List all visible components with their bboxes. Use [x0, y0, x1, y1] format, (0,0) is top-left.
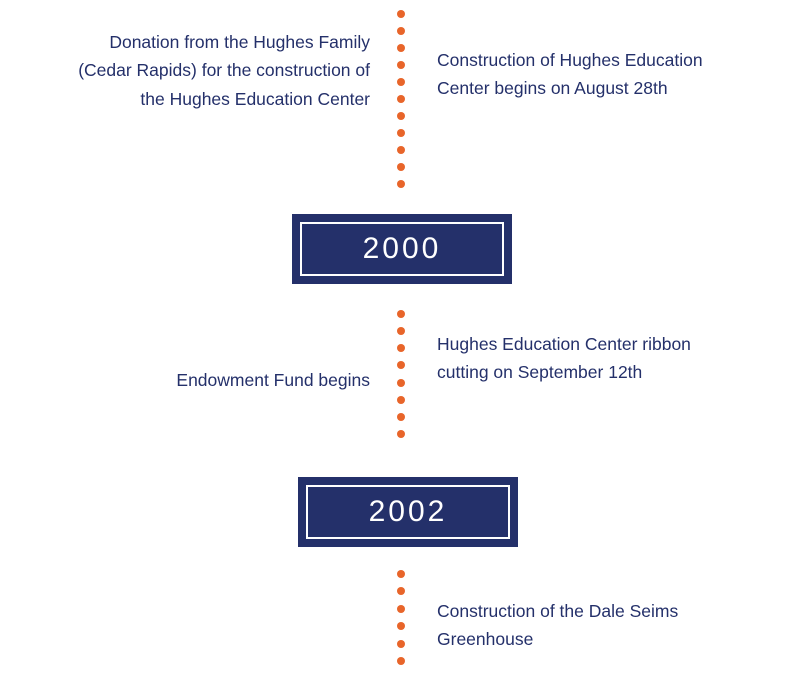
- year-marker-inner-border: [306, 485, 510, 539]
- timeline-entry-construction-begins: Construction of Hughes Education Center begins on August 28th: [437, 50, 703, 99]
- timeline-dot: [397, 379, 405, 387]
- timeline-dot: [397, 146, 405, 154]
- timeline-dot: [397, 430, 405, 438]
- timeline-dot: [397, 95, 405, 103]
- timeline-dot: [397, 61, 405, 69]
- timeline-entry-ribbon-cutting: Hughes Education Center ribbon cutting on September 12th: [437, 334, 691, 383]
- timeline-dot: [397, 327, 405, 335]
- timeline-entry-dale-seims-greenhouse: Construction of the Dale Seims Greenhouse: [437, 601, 679, 650]
- timeline-dot: [397, 605, 405, 613]
- timeline-dot: [397, 361, 405, 369]
- timeline-entry-endowment-fund: Endowment Fund begins: [176, 370, 370, 390]
- timeline-dot: [397, 129, 405, 137]
- year-marker-inner-border: [300, 222, 504, 276]
- timeline-dot: [397, 112, 405, 120]
- timeline-dot: [397, 180, 405, 188]
- timeline-dot: [397, 44, 405, 52]
- timeline-year-marker-2000: [292, 214, 512, 284]
- timeline-dot: [397, 587, 405, 595]
- timeline-dot: [397, 622, 405, 630]
- timeline-year-marker-2002: [298, 477, 518, 547]
- year-label: 2002: [368, 495, 448, 528]
- timeline-dot: [397, 10, 405, 18]
- timeline-dot: [397, 570, 405, 578]
- timeline-dot: [397, 344, 405, 352]
- timeline-dot: [397, 27, 405, 35]
- timeline-dot: [397, 640, 405, 648]
- timeline-entry-donation-hughes-family: Donation from the Hughes Family (Cedar Rapids) for the construction of the Hughes Education Center: [78, 32, 370, 109]
- year-label: 2000: [362, 232, 442, 265]
- timeline-spine-segment-1: [396, 10, 406, 188]
- timeline-dot: [397, 163, 405, 171]
- timeline-dot: [397, 78, 405, 86]
- timeline-spine-segment-3: [396, 570, 406, 665]
- timeline-dot: [397, 413, 405, 421]
- timeline-spine-segment-2: [396, 310, 406, 438]
- timeline-dot: [397, 657, 405, 665]
- timeline-dot: [397, 396, 405, 404]
- timeline-dot: [397, 310, 405, 318]
